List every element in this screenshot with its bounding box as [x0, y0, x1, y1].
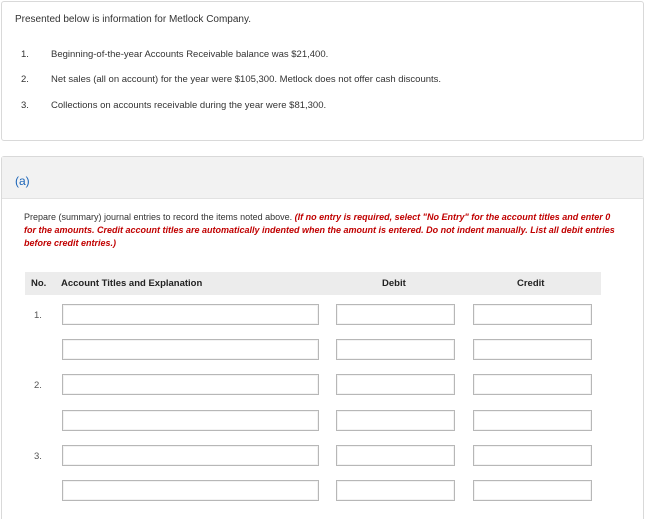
account-title-input[interactable]	[62, 374, 319, 395]
entry-number: 1.	[34, 310, 42, 321]
debit-input[interactable]	[336, 480, 455, 501]
journal-row	[2, 374, 643, 396]
journal-row	[2, 304, 643, 326]
journal-row	[2, 339, 643, 361]
problem-intro: Presented below is information for Metlock Company.	[15, 14, 252, 25]
instruction-text: Prepare (summary) journal entries to record the items noted above.	[24, 212, 293, 222]
info-item-number: 2.	[21, 74, 29, 85]
debit-input[interactable]	[336, 304, 455, 325]
credit-input[interactable]	[473, 339, 592, 360]
info-item-number: 3.	[21, 100, 29, 111]
debit-input[interactable]	[336, 374, 455, 395]
credit-input[interactable]	[473, 304, 592, 325]
debit-input[interactable]	[336, 410, 455, 431]
debit-input[interactable]	[336, 445, 455, 466]
account-title-input[interactable]	[62, 445, 319, 466]
credit-input[interactable]	[473, 480, 592, 501]
journal-row	[2, 410, 643, 432]
info-item-text: Net sales (all on account) for the year were $105,300. Metlock does not offer cash discounts.	[51, 74, 442, 85]
info-item-number: 1.	[21, 49, 29, 60]
journal-row	[2, 480, 643, 502]
credit-input[interactable]	[473, 445, 592, 466]
info-item-text: Beginning-of-the-year Accounts Receivable balance was $21,400.	[51, 49, 329, 60]
account-title-input[interactable]	[62, 410, 319, 431]
entry-number: 2.	[34, 380, 42, 391]
instructions	[24, 211, 624, 250]
header-credit: Credit	[517, 278, 545, 289]
debit-input[interactable]	[336, 339, 455, 360]
header-debit: Debit	[382, 278, 406, 289]
credit-input[interactable]	[473, 374, 592, 395]
part-label: (a)	[15, 174, 30, 188]
problem-info-panel	[1, 1, 644, 141]
instruction-note: (If no entry is required, select "No Entry" for the account titles and enter 0 for the amounts. Credit account titles are automatically indented when the amount is entered. Do not indent manually. List all debit entries before credit entries.)	[24, 212, 615, 248]
part-a-panel	[1, 156, 644, 519]
account-title-input[interactable]	[62, 339, 319, 360]
credit-input[interactable]	[473, 410, 592, 431]
account-title-input[interactable]	[62, 480, 319, 501]
info-item-text: Collections on accounts receivable during the year were $81,300.	[51, 100, 327, 111]
journal-table-header	[25, 272, 601, 295]
entry-number: 3.	[34, 451, 42, 462]
header-account-titles: Account Titles and Explanation	[61, 278, 203, 289]
header-no: No.	[31, 278, 47, 289]
account-title-input[interactable]	[62, 304, 319, 325]
journal-row	[2, 445, 643, 467]
part-header	[2, 157, 643, 199]
